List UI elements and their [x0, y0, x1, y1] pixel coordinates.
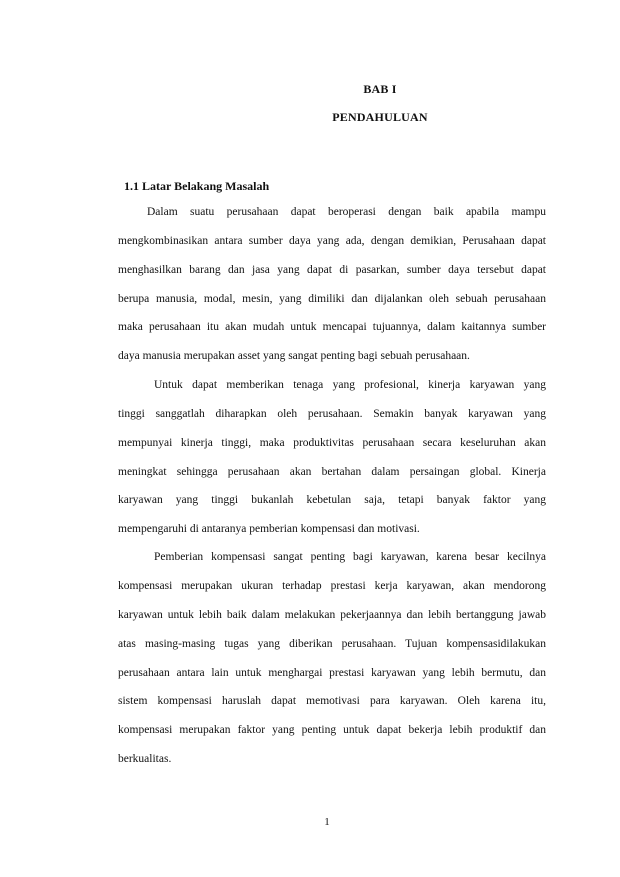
paragraph-3-line-3: karyawan untuk lebih baik dalam melakukan pekerjaannya dan lebih bertanggung jawab [118, 609, 546, 621]
paragraph-1-line-3: menghasilkan barang dan jasa yang dapat di pasarkan, sumber daya tersebut dapat [118, 264, 546, 276]
page-number: 1 [324, 816, 330, 828]
section-heading: 1.1 Latar Belakang Masalah [124, 179, 270, 193]
paragraph-1-line-1: Dalam suatu perusahaan dapat beroperasi dengan baik apabila mampu [147, 206, 546, 218]
paragraph-2-line-5: karyawan yang tinggi bukanlah kebetulan saja, tetapi banyak faktor yang [118, 494, 546, 506]
paragraph-3-line-8: berkualitas. [118, 753, 172, 765]
chapter-title: PENDAHULUAN [332, 110, 428, 124]
paragraph-1-line-2: mengkombinasikan antara sumber daya yang ada, dengan demikian, Perusahaan dapat [118, 235, 546, 247]
chapter-label: BAB I [363, 82, 397, 96]
paragraph-2-line-1: Untuk dapat memberikan tenaga yang profesional, kinerja karyawan yang [154, 379, 546, 391]
paragraph-2-line-3: mempunyai kinerja tinggi, maka produktivitas perusahaan secara keseluruhan akan [118, 437, 546, 449]
paragraph-1-line-5: maka perusahaan itu akan mudah untuk mencapai tujuannya, dalam kaitannya sumber [118, 321, 546, 333]
paragraph-1-line-4: berupa manusia, modal, mesin, yang dimiliki dan dijalankan oleh sebuah perusahaan [118, 293, 546, 305]
paragraph-2-line-2: tinggi sanggatlah diharapkan oleh perusahaan. Semakin banyak karyawan yang [118, 408, 546, 420]
paragraph-1-line-6: daya manusia merupakan asset yang sangat penting bagi sebuah perusahaan. [118, 350, 470, 362]
paragraph-3-line-4: atas masing-masing tugas yang diberikan perusahaan. Tujuan kompensasidilakukan [118, 638, 546, 650]
paragraph-2-line-4: meningkat sehingga perusahaan akan bertahan dalam persaingan global. Kinerja [118, 466, 546, 478]
paragraph-3-line-7: kompensasi merupakan faktor yang penting untuk dapat bekerja lebih produktif dan [118, 724, 546, 736]
paragraph-3-line-1: Pemberian kompensasi sangat penting bagi karyawan, karena besar kecilnya [154, 551, 546, 563]
paragraph-3-line-6: sistem kompensasi haruslah dapat memotivasi para karyawan. Oleh karena itu, [118, 695, 546, 707]
paragraph-3-line-5: perusahaan antara lain untuk menghargai prestasi karyawan yang lebih bermutu, dan [118, 667, 546, 679]
paragraph-2-line-6: mempengaruhi di antaranya pemberian kompensasi dan motivasi. [118, 523, 420, 535]
paragraph-3-line-2: kompensasi merupakan ukuran terhadap prestasi kerja karyawan, akan mendorong [118, 580, 546, 592]
